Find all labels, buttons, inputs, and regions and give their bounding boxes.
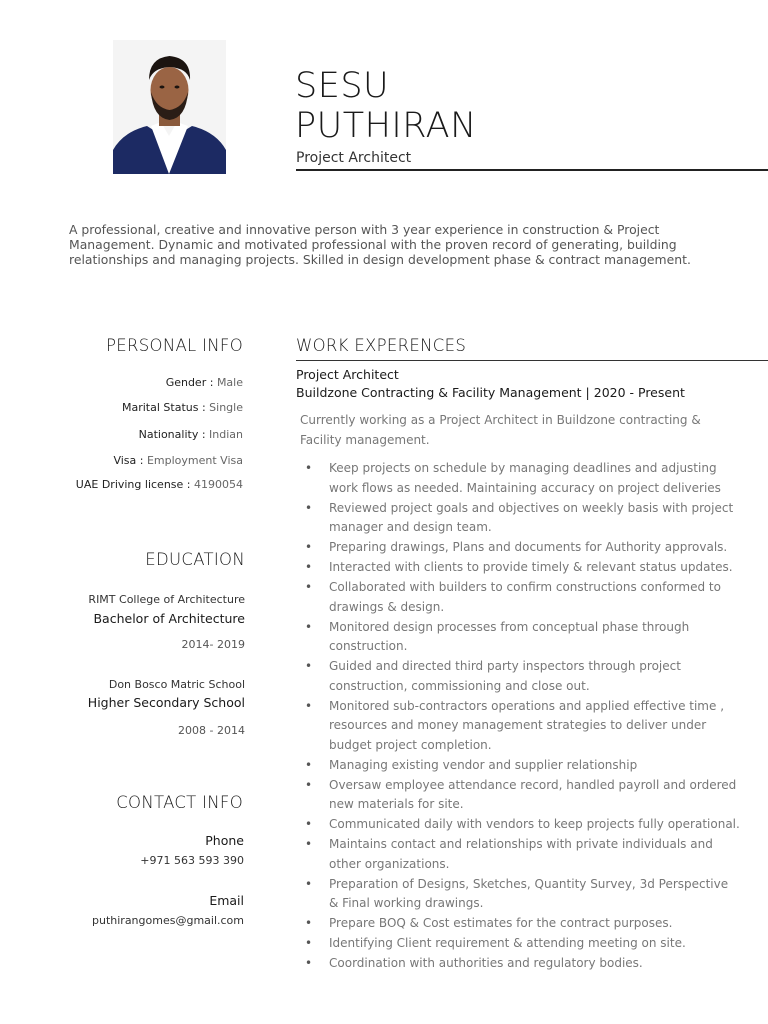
info-label: Visa :: [113, 454, 144, 467]
duty-text: Coordination with authorities and regulatory bodies.: [329, 956, 643, 970]
person-portrait-icon: [113, 40, 226, 174]
bullet-icon: •: [305, 461, 313, 475]
work-experience-heading: WORK EXPERENCES: [296, 336, 467, 355]
education-years: 2014- 2019: [181, 638, 245, 651]
duty-text: Monitored sub-contractors operations and applied effective time , resources and money management strategies to deliver under budget project completion.: [329, 698, 725, 752]
list-item: [300, 499, 740, 538]
duty-text: Collaborated with builders to confirm constructions conformed to drawings & design.: [329, 580, 721, 614]
name-line-1: SESU: [295, 66, 390, 106]
email-address[interactable]: puthirangomes@gmail.com: [92, 914, 244, 927]
education-degree: Bachelor of Architecture: [93, 611, 245, 626]
bullet-icon: •: [305, 540, 313, 554]
duty-text: Preparing drawings, Plans and documents for Authority approvals.: [329, 540, 728, 554]
list-item: [300, 954, 740, 974]
profile-photo: [113, 40, 226, 174]
bullet-icon: •: [305, 500, 313, 515]
list-item: [300, 756, 740, 776]
bullet-icon: •: [305, 817, 313, 831]
bullet-icon: •: [305, 659, 313, 673]
name-line-2: PUTHIRAN: [295, 106, 477, 146]
education-degree: Higher Secondary School: [87, 695, 245, 710]
duty-text: Interacted with clients to provide timely & relevant status updates.: [329, 560, 733, 574]
info-label: Marital Status :: [122, 401, 206, 414]
info-value: Indian: [209, 428, 243, 441]
bullet-icon: •: [305, 876, 313, 891]
info-value: 4190054: [194, 478, 243, 491]
list-item: [300, 776, 740, 815]
info-value: Male: [216, 376, 243, 389]
phone-label: Phone: [205, 833, 244, 848]
list-item: [300, 934, 740, 954]
duty-text: Communicated daily with vendors to keep projects fully operational.: [329, 817, 740, 831]
job-description: Currently working as a Project Architect in Buildzone contracting & Facility management.: [300, 413, 701, 447]
job-company: Buildzone Contracting & Facility Management | 2020 - Present: [296, 385, 685, 400]
info-label: Gender :: [165, 376, 214, 389]
contact-info-heading: CONTACT INFO: [116, 793, 243, 812]
list-item: [300, 657, 740, 696]
duty-text: Maintains contact and relationships with private individuals and other organizations.: [329, 837, 713, 871]
bullet-icon: •: [305, 916, 313, 930]
list-item: [300, 618, 740, 657]
info-value: Single: [209, 401, 243, 414]
bullet-icon: •: [305, 619, 313, 634]
education-heading: EDUCATION: [145, 550, 245, 569]
bullet-icon: •: [305, 837, 313, 851]
info-label: Nationality :: [138, 428, 206, 441]
candidate-name: [295, 66, 675, 146]
list-item: [300, 875, 740, 914]
education-years: 2008 - 2014: [178, 724, 245, 737]
education-school: RIMT College of Architecture: [88, 593, 245, 606]
list-item: [300, 538, 740, 558]
duties-list: [300, 459, 740, 974]
info-value: Employment Visa: [146, 454, 243, 467]
info-marital-status: [122, 401, 243, 414]
bullet-icon: •: [305, 580, 313, 594]
list-item: [300, 558, 740, 578]
duty-text: Reviewed project goals and objectives on weekly basis with project manager and design team.: [329, 500, 734, 534]
header-divider: [296, 169, 768, 171]
job-title: Project Architect: [296, 367, 399, 382]
list-item: [300, 815, 740, 835]
duty-text: Oversaw employee attendance record, handled payroll and ordered new materials for site.: [329, 777, 737, 811]
education-school: Don Bosco Matric School: [108, 678, 245, 691]
list-item: [300, 459, 740, 498]
duty-text: Preparation of Designs, Sketches, Quantity Survey, 3d Perspective & Final working drawings.: [329, 876, 729, 910]
bullet-icon: •: [305, 560, 313, 574]
bullet-icon: •: [305, 936, 313, 950]
bullet-icon: •: [305, 956, 313, 970]
duty-text: Guided and directed third party inspectors through project construction, commissioning and close out.: [329, 659, 681, 693]
list-item: [300, 835, 740, 874]
work-divider: [296, 360, 768, 361]
duty-text: Keep projects on schedule by managing deadlines and adjusting work flows as needed. Maintaining accuracy on project deliveries: [329, 461, 721, 495]
duty-text: Monitored design processes from conceptual phase through construction.: [329, 619, 690, 653]
bullet-icon: •: [305, 757, 313, 772]
personal-info-heading: PERSONAL INFO: [106, 336, 243, 355]
list-item: [300, 578, 740, 617]
duty-text: Managing existing vendor and supplier relationship: [329, 757, 638, 772]
info-driving-license: [76, 478, 243, 491]
list-item: [300, 914, 740, 934]
email-label: Email: [209, 893, 244, 908]
info-nationality: [139, 428, 243, 441]
bullet-icon: •: [305, 777, 313, 792]
profile-summary: A professional, creative and innovative person with 3 year experience in construction & Project Management. Dynamic and motivated professional with the proven record of generating, building relationships and managing projects. Skilled in design development phase & contract management.: [69, 222, 691, 267]
phone-number[interactable]: +971 563 593 390: [140, 854, 244, 867]
bullet-icon: •: [305, 698, 313, 713]
info-visa: [113, 454, 243, 467]
list-item: [300, 697, 740, 756]
duty-text: Identifying Client requirement & attending meeting on site.: [329, 936, 686, 950]
info-gender: [166, 376, 243, 389]
candidate-role: Project Architect: [296, 150, 412, 166]
info-label: UAE Driving license :: [75, 478, 191, 491]
duty-text: Prepare BOQ & Cost estimates for the contract purposes.: [329, 916, 673, 930]
